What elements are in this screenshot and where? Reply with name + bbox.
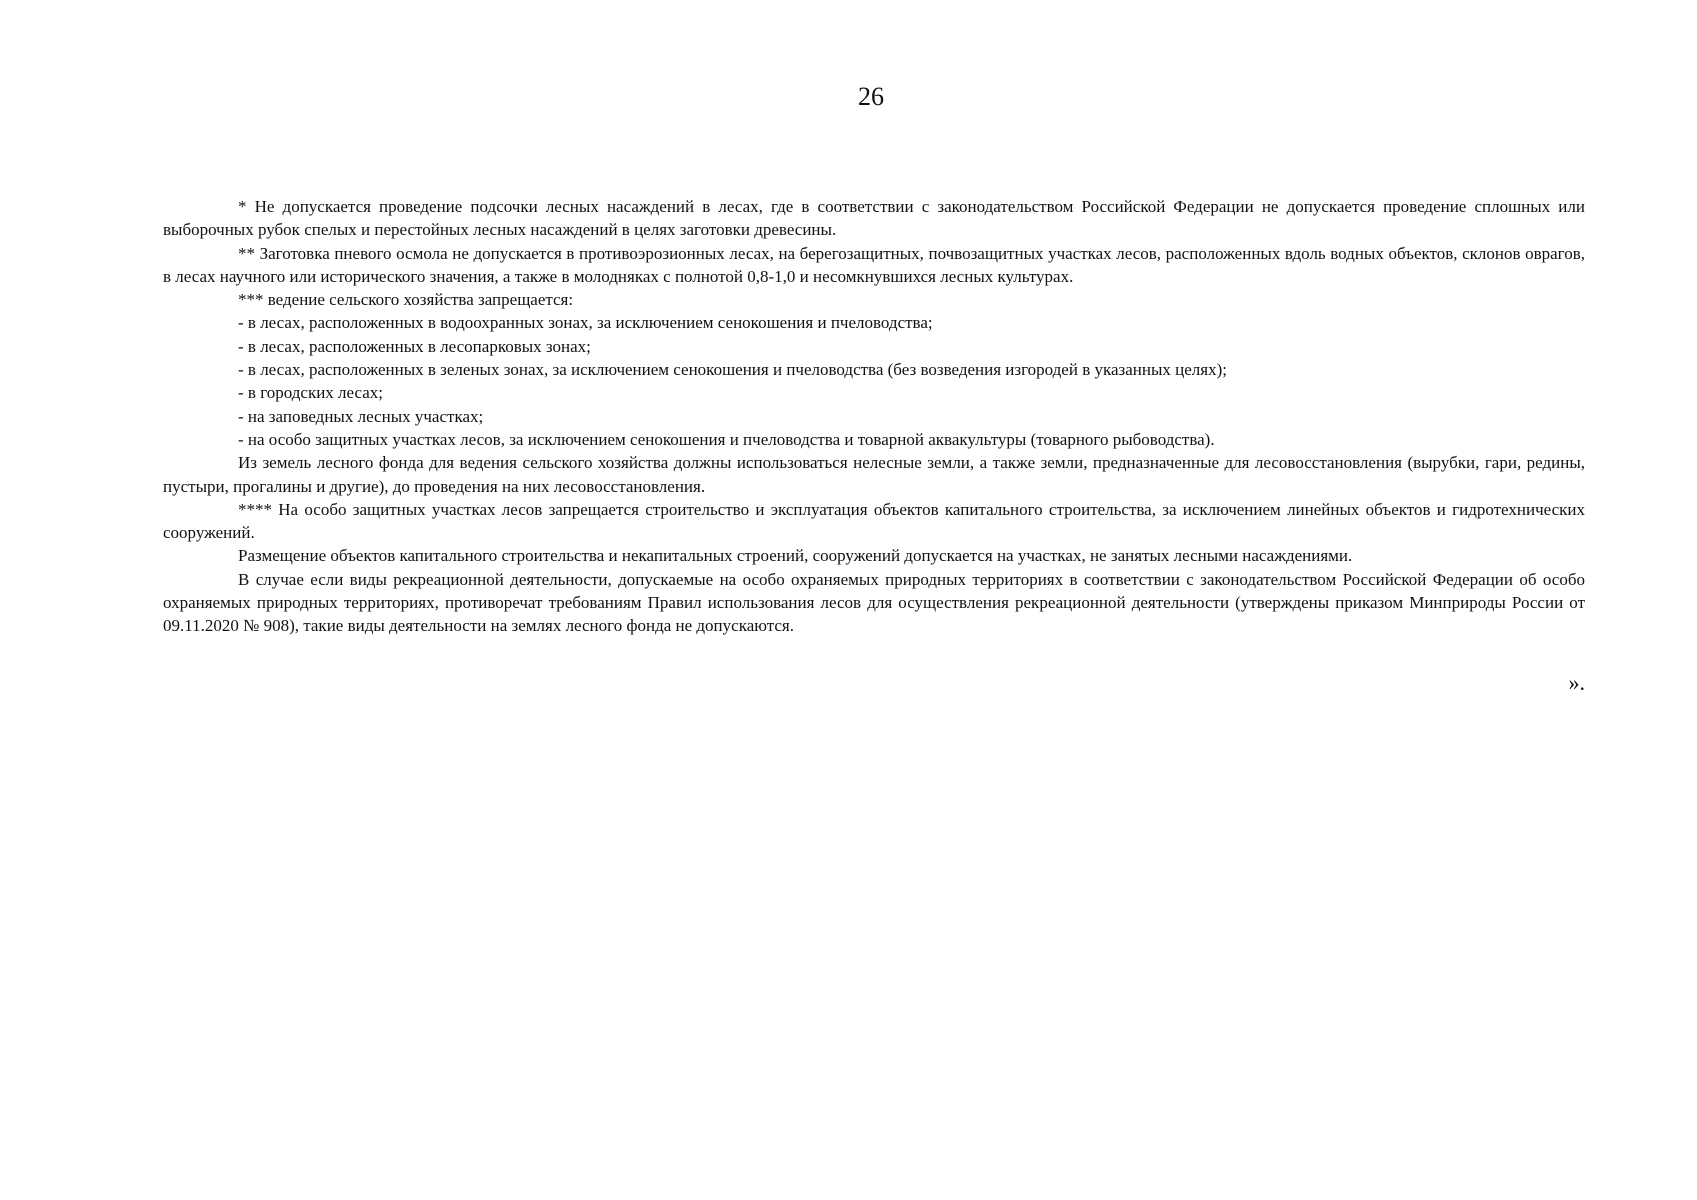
recreation-paragraph: В случае если виды рекреационной деятельности, допускаемые на особо охраняемых природных территориях в соответствии с законодательством Российской Федерации об особо охраняемых природных территориях, противоречат требованиям Правил использования лесов для осуществления рекреационной деятельности (утверждены приказом Минприроды России от 09.11.2020 № 908), такие виды деятельности на землях лесного фонда не допускаются. — [163, 569, 1585, 636]
capital-construction-paragraph: Размещение объектов капитального строительства и некапитальных строений, сооружений допускается на участках, не занятых лесными насаждениями. — [238, 546, 1353, 566]
agriculture-lands-paragraph: Из земель лесного фонда для ведения сельского хозяйства должны использоваться нелесные земли, а также земли, предназначенные для лесовосстановления (вырубки, гари, редины, пустыри, прогалины и другие), до проведения на них лесовосстановления. — [163, 453, 1585, 496]
list-item: - в лесах, расположенных в зеленых зонах, за исключением сенокошения и пчеловодства (без возведения изгородей в указанных целях); — [238, 360, 1227, 380]
page-number: 26 — [858, 82, 884, 111]
list-item: - на особо защитных участках лесов, за исключением сенокошения и пчеловодства и товарной аквакультуры (товарного рыбоводства). — [238, 429, 1215, 449]
closing-quote-mark: ». — [1568, 670, 1585, 695]
list-item: - в городских лесах; — [238, 383, 384, 403]
footnotes-body — [163, 195, 1585, 638]
list-item: - в лесах, расположенных в водоохранных зонах, за исключением сенокошения и пчеловодства; — [238, 313, 933, 333]
list-item: - в лесах, расположенных в лесопарковых зонах; — [238, 336, 591, 356]
footnote-paragraph-2: ** Заготовка пневого осмола не допускается в противоэрозионных лесах, на берегозащитных, почвозащитных участках лесов, расположенных вдоль водных объектов, склонов оврагов, в лесах научного или исторического значения, а также в молодняках с полнотой 0,8-1,0 и несомкнувшихся лесных культурах. — [163, 243, 1585, 286]
list-item: - на заповедных лесных участках; — [238, 406, 484, 426]
footnote-paragraph-3: *** ведение сельского хозяйства запрещается: — [238, 290, 574, 310]
footnote-paragraph-1: * Не допускается проведение подсочки лесных насаждений в лесах, где в соответствии с законодательством Российской Федерации не допускается проведение сплошных или выборочных рубок спелых и перестойных лесных насаждений в целях заготовки древесины. — [163, 197, 1585, 240]
footnote-paragraph-4: **** На особо защитных участках лесов запрещается строительство и эксплуатация объектов капитального строительства, за исключением линейных объектов и гидротехнических сооружений. — [163, 499, 1585, 543]
